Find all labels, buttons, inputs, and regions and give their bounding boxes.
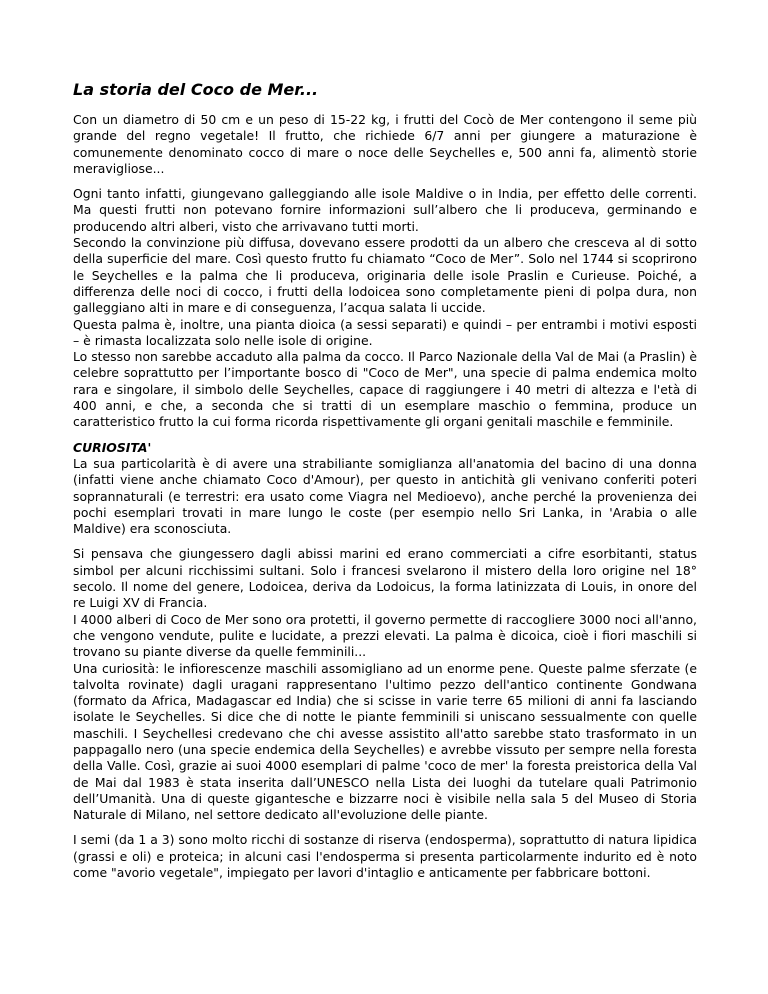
trade-paragraph-3: Una curiosità: le infiorescenze maschili assomigliano ad un enorme pene. Queste palme sferzate (e talvolta rovinate) dagli uragani rappresentano l'ultimo pezzo dell'antico continente Gondwana (formato da Africa, Madagascar ed India) che si scisse in varie terre 65 milioni di anni fa lasciando isolate le Seychelles. Si dice che di notte le piante femminili si uniscano sessualmente con quelle maschili. I Seychellesi credevano che chi avesse assistito all'atto sarebbe stato trasformato in un pappagallo nero (una specie endemica della Seychelles) e avrebbe vissuto per sempre nella foresta della Valle. Così, grazie ai suoi 4000 esemplari di palme 'coco de mer' la foresta preistorica della Val de Mai dal 1983 è stata inserita dall’UNESCO nella Lista dei luoghi da tutelare quali Patrimonio dell’Umanità. Una di queste gigantesche e bizzarre noci è visibile nella sala 5 del Museo di Storia Naturale di Milano, nel settore dedicato all'evoluzione delle piante. <box>73 660 697 823</box>
intro-paragraph: Con un diametro di 50 cm e un peso di 15-22 kg, i frutti del Cocò de Mer contengono il seme più grande del regno vegetale! Il frutto, che richiede 6/7 anni per giungere a maturazione è comunemente denominato cocco di mare o noce delle Seychelles e, 500 anni fa, alimentò storie meravigliose... <box>73 112 697 176</box>
trade-paragraph-1: Si pensava che giungessero dagli abissi marini ed erano commerciati a cifre esorbitanti, status simbol per alcuni ricchissimi sultani. Solo i francesi svelarono il mistero della loro origine nel 18° secolo. Il nome del genere, Lodoicea, deriva da Lodoicus, la forma latinizzata di Louis, in onore del re Luigi XV di Francia. <box>73 546 697 611</box>
curiosity-heading: CURIOSITA' <box>73 439 152 455</box>
curiosity-paragraph: La sua particolarità è di avere una strabiliante somiglianza all'anatomia del bacino di una donna (infatti viene anche chiamato Coco d'Amour), per questo in antichità gli venivano conferiti poteri soprannaturali (e terrestri: era usato come Viagra nel Medioevo), anche perché la provenienza dei pochi esemplari trovati in mare lungo le coste (per esempio nello Sri Lanka, in 'Arabia o alle Maldive) era sconosciuta. <box>73 455 697 537</box>
document-title: La storia del Coco de Mer... <box>73 80 319 99</box>
history-paragraph-2: Secondo la convinzione più diffusa, dovevano essere prodotti da un albero che cresceva al di sotto della superficie del mare. Così questo frutto fu chiamato “Coco de Mer”. Solo nel 1744 si scoprirono le Seychelles e la palma che li produceva, originaria delle isole Praslin e Curieuse. Poiché, a differenza delle noci di cocco, i frutti della lodoicea sono completamente pieni di polpa dura, non galleggiano alti in mare e di conseguenza, l’acqua salata li uccide. <box>73 235 697 316</box>
history-paragraph-4: Lo stesso non sarebbe accaduto alla palma da cocco. Il Parco Nazionale della Val de Mai (a Praslin) è celebre soprattutto per l’importante bosco di "Coco de Mer", una specie di palma endemica molto rara e singolare, il simbolo delle Seychelles, capace di raggiungere i 40 metri di altezza e l'età di 400 anni, e che, a seconda che si tratti di un esemplare maschio o femmina, produce un caratteristico frutto la cui forma ricorda rispettivamente gli organi genitali maschile e femminile. <box>73 349 697 430</box>
history-paragraph-1: Ogni tanto infatti, giungevano galleggiando alle isole Maldive o in India, per effetto delle correnti. Ma questi frutti non potevano fornire informazioni sull’albero che li produceva, germinando e producendo altri alberi, visto che arrivavano tutti morti. <box>73 186 697 234</box>
history-section <box>73 186 697 430</box>
trade-section <box>73 546 697 823</box>
history-paragraph-3: Questa palma è, inoltre, una pianta dioica (a sessi separati) e quindi – per entrambi i motivi esposti – è rimasta localizzata solo nelle isole di origine. <box>73 316 697 348</box>
seeds-paragraph: I semi (da 1 a 3) sono molto ricchi di sostanze di riserva (endosperma), soprattutto di natura lipidica (grassi e oli) e proteica; in alcuni casi l'endosperma si presenta particolarmente indurito ed è noto come "avorio vegetale", impiegato per lavori d'intaglio e anticamente per fabbricare bottoni. <box>73 832 697 881</box>
trade-paragraph-2: I 4000 alberi di Coco de Mer sono ora protetti, il governo permette di raccogliere 3000 noci all'anno, che vengono vendute, pulite e lucidate, a prezzi elevati. La palma è dicoica, cioè i fiori maschili si trovano su piante diverse da quelle femminili... <box>73 611 697 660</box>
